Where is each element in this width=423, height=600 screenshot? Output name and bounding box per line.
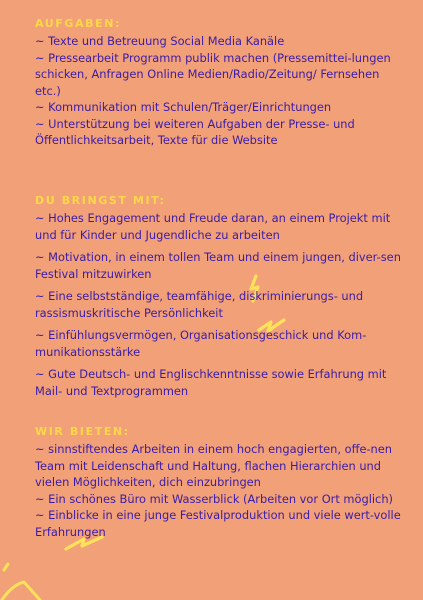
list-item: ~ Kommunikation mit Schulen/Träger/Einrichtungen (35, 100, 332, 114)
list-item: ~ Ein schönes Büro mit Wasserblick (Arbeiten vor Ort möglich) (35, 491, 393, 506)
list-item: ~ sinnstiftendes Arbeiten in einem hoch engagierten, offe-nen Team mit Leidenschaft und Haltung, flachen Hierarchien und vielen Möglichkeiten, dich einzubringen (35, 442, 393, 489)
list-item: ~ Unterstützung bei weiteren Aufgaben der Presse- und Öffentlichkeitsarbeit, Texte für die Website (35, 116, 355, 147)
list-item: ~ Gute Deutsch- und Englischkenntnisse sowie Erfahrung mit Mail- und Textprogrammen (35, 367, 387, 398)
list-item: ~ Texte und Betreuung Social Media Kanäle (35, 34, 285, 48)
section-wir-bieten (35, 425, 405, 540)
doodle-stroke (4, 564, 8, 570)
list-item: ~ Eine selbstständige, teamfähige, diskriminierungs- und rassismuskritische Persönlichkeit (35, 289, 364, 320)
list-item: ~ Motivation, in einem tollen Team und einem jungen, diver-sen Festival mitzuwirken (35, 250, 401, 281)
list-item: ~ Einblicke in eine junge Festivalproduktion und viele wert-volle Erfahrungen (35, 508, 401, 539)
section-heading: WIR BIETEN: (35, 425, 130, 438)
section-du-bringst-mit (35, 194, 405, 405)
section-aufgaben (35, 17, 405, 149)
list-item: ~ Pressearbeit Programm publik machen (Pressemittei-lungen schicken, Anfragen Online Medien/Radio/Zeitung/ Fernsehen etc.) (35, 50, 391, 98)
section-heading: DU BRINGST MIT: (35, 194, 166, 207)
doodle-stroke (2, 582, 40, 600)
section-heading: AUFGABEN: (35, 17, 122, 30)
list-item: ~ Einfühlungsvermögen, Organisationsgeschick und Kom-munikationsstärke (35, 328, 367, 359)
list-item: ~ Hohes Engagement und Freude daran, an einem Projekt mit und für Kinder und Jugendliche zu arbeiten (35, 211, 391, 242)
